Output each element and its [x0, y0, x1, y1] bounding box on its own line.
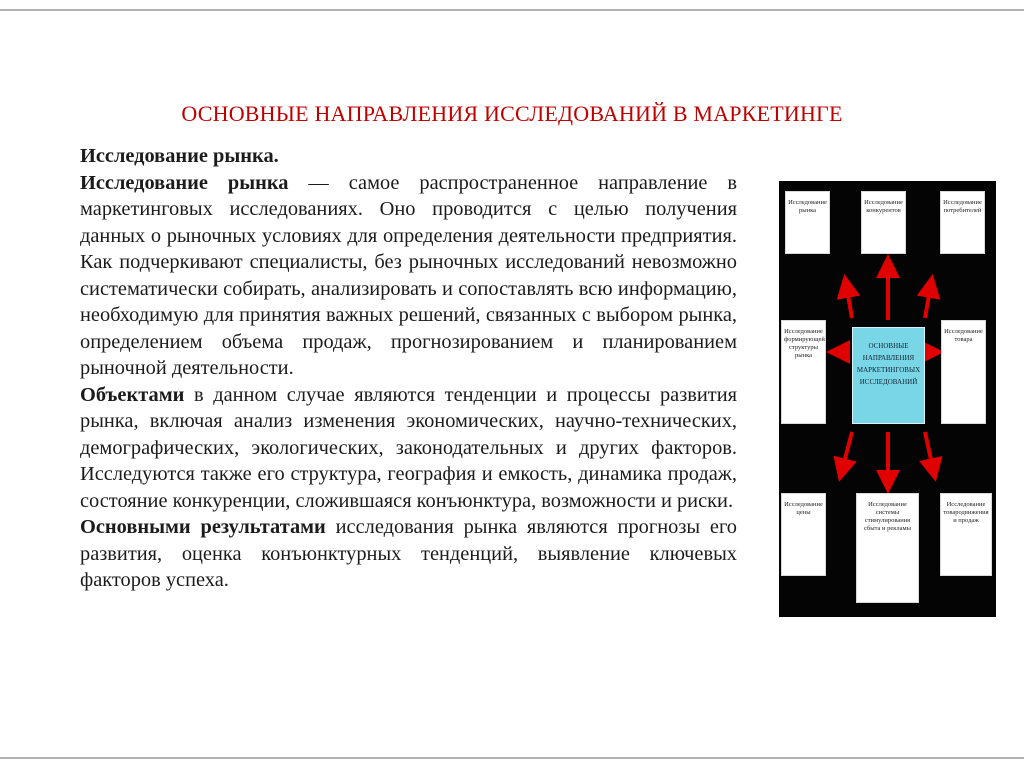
- paragraph-2-text: в данном случае являются тенденции и процессы развития рынка, включая анализ изменения экономических, научно-технических, демографических, экологических, законодательных и других факторов. Исследуются также его структура, география и емкость, динамика продаж, состояние конкуренции, сложившаяся конъюнктура, возможности и риски.: [80, 383, 737, 512]
- box-competitors: Исследование конкурентов: [861, 191, 906, 254]
- term-market-research: Исследование рынка: [80, 171, 289, 194]
- section-heading: Исследование рынка.: [80, 145, 279, 167]
- slide-title: ОСНОВНЫЕ НАПРАВЛЕНИЯ ИССЛЕДОВАНИЙ В МАРКЕТИНГЕ: [181, 101, 843, 126]
- box-product: Исследование товара: [941, 320, 986, 424]
- arrow-down-left: [840, 432, 852, 478]
- arrow-up-right: [925, 278, 932, 318]
- box-distribution: Исследование товародвижения и продаж: [940, 493, 992, 576]
- bottom-divider: [0, 757, 1024, 759]
- term-results: Основными результатами: [80, 516, 326, 538]
- paragraph-1-text: — самое распространенное направление в маркетинговых исследованиях. Оно проводится с целью получения данных о рыночных условиях для определения деятельности предприятия. Как подчеркивают специалисты, без рыночных исследований невозможно систематически собирать, анализировать и сопоставлять всю информацию, необходимую для принятия важных решений, связанных с выбором рынка, определением объема продаж, прогнозированием и планированием рыночной деятельности.: [80, 171, 737, 379]
- diagram-center-node: ОСНОВНЫЕ НАПРАВЛЕНИЯ МАРКЕТИНГОВЫХ ИССЛЕДОВАНИЙ: [852, 327, 925, 424]
- box-price: Исследование цены: [781, 493, 826, 576]
- paragraph-3-text: исследования рынка являются прогнозы его развития, оценка конъюнктурных тенденций, выявление ключевых факторов успеха.: [80, 516, 737, 591]
- box-market-structure: Исследование формирующей структуры рынка: [781, 320, 826, 424]
- arrow-down-right: [925, 432, 935, 478]
- box-promotion: Исследование системы стимулирования сбыта и рекламы: [856, 493, 919, 603]
- arrow-up-left: [845, 278, 852, 318]
- term-objects: Объектами: [80, 383, 185, 406]
- box-market-research: Исследование рынка: [785, 191, 830, 254]
- box-consumers: Исследование потребителей: [940, 191, 985, 254]
